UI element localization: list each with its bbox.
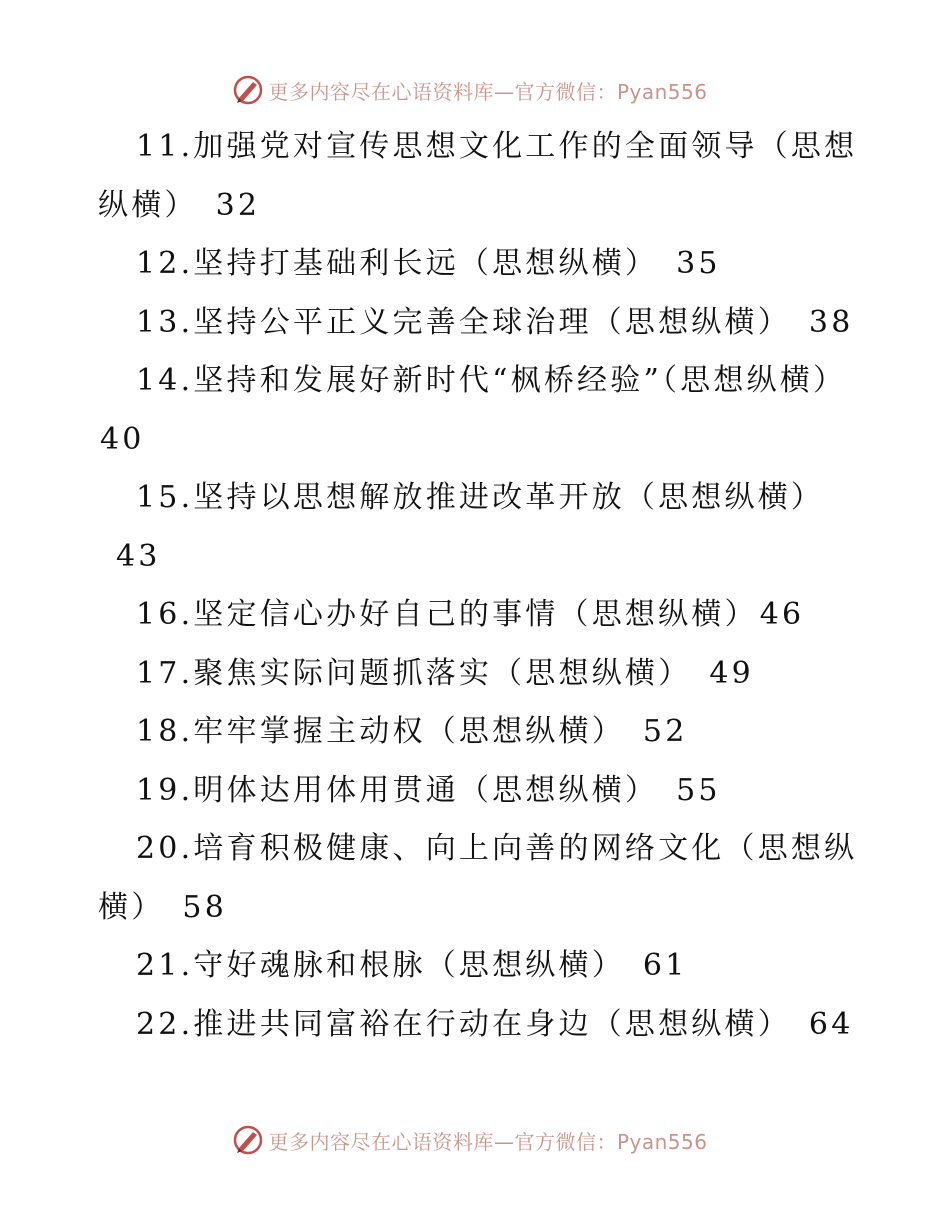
toc-entry-label: 15.坚持以思想解放推进改革开放（思想纵横） — [136, 480, 825, 515]
toc-entry-page: 55 — [676, 772, 721, 808]
toc-entry-label: 18.牢牢掌握主动权（思想纵横） — [136, 714, 625, 749]
toc-entry[interactable] — [98, 469, 858, 586]
toc-entry-label: 21.守好魂脉和根脉（思想纵横） — [136, 948, 625, 983]
header-banner — [0, 70, 950, 110]
toc-entry-label: 12.坚持打基础利长远（思想纵横） — [136, 246, 659, 281]
toc-entry-label: 19.明体达用体用贯通（思想纵横） — [136, 772, 659, 808]
toc-entry-page: 38 — [808, 304, 854, 340]
pen-logo-icon — [232, 74, 264, 106]
toc-entry-page: 46 — [759, 597, 805, 632]
toc-entry-page: 58 — [182, 889, 227, 925]
toc-entry[interactable] — [98, 235, 858, 294]
toc-entry-page: 64 — [808, 1006, 854, 1042]
table-of-contents — [98, 118, 858, 1054]
pen-logo-icon — [232, 1124, 264, 1156]
toc-entry[interactable] — [98, 586, 858, 645]
toc-entry-page: 43 — [116, 538, 161, 574]
toc-entry-page: 61 — [642, 948, 688, 983]
toc-entry[interactable] — [98, 352, 858, 469]
toc-entry[interactable] — [98, 820, 858, 937]
toc-entry[interactable] — [98, 996, 858, 1055]
footer-banner-text: 更多内容尽在心语资料库—官方微信：Pyan556 — [268, 1129, 708, 1154]
toc-entry-label: 16.坚定信心办好自己的事情（思想纵横） — [136, 597, 758, 632]
toc-entry[interactable] — [98, 294, 858, 353]
toc-entry-label: 14.坚持和发展好新时代“枫桥经验”（思想纵横） — [136, 363, 847, 398]
header-banner-text: 更多内容尽在心语资料库—官方微信：Pyan556 — [268, 79, 708, 104]
toc-entry-label: 20.培育积极健康、向上向善的网络文化（思想纵横） — [98, 831, 858, 925]
toc-entry-label: 11.加强党对宣传思想文化工作的全面领导（思想纵横） — [98, 129, 858, 223]
toc-entry[interactable] — [98, 703, 858, 762]
toc-entry-page: 35 — [676, 246, 721, 281]
toc-entry-label: 22.推进共同富裕在行动在身边（思想纵横） — [136, 1006, 791, 1042]
toc-entry-label: 17.聚焦实际问题抓落实（思想纵横） — [136, 655, 692, 691]
toc-entry[interactable] — [98, 118, 858, 235]
toc-entry-page: 49 — [709, 655, 754, 691]
toc-entry-page: 52 — [642, 714, 688, 749]
toc-entry[interactable] — [98, 645, 858, 704]
toc-entry-label: 13.坚持公平正义完善全球治理（思想纵横） — [136, 304, 791, 340]
toc-entry-page: 32 — [215, 187, 261, 223]
toc-entry[interactable] — [98, 937, 858, 996]
toc-entry[interactable] — [98, 762, 858, 821]
footer-banner — [0, 1120, 950, 1160]
toc-entry-page: 40 — [100, 421, 145, 457]
